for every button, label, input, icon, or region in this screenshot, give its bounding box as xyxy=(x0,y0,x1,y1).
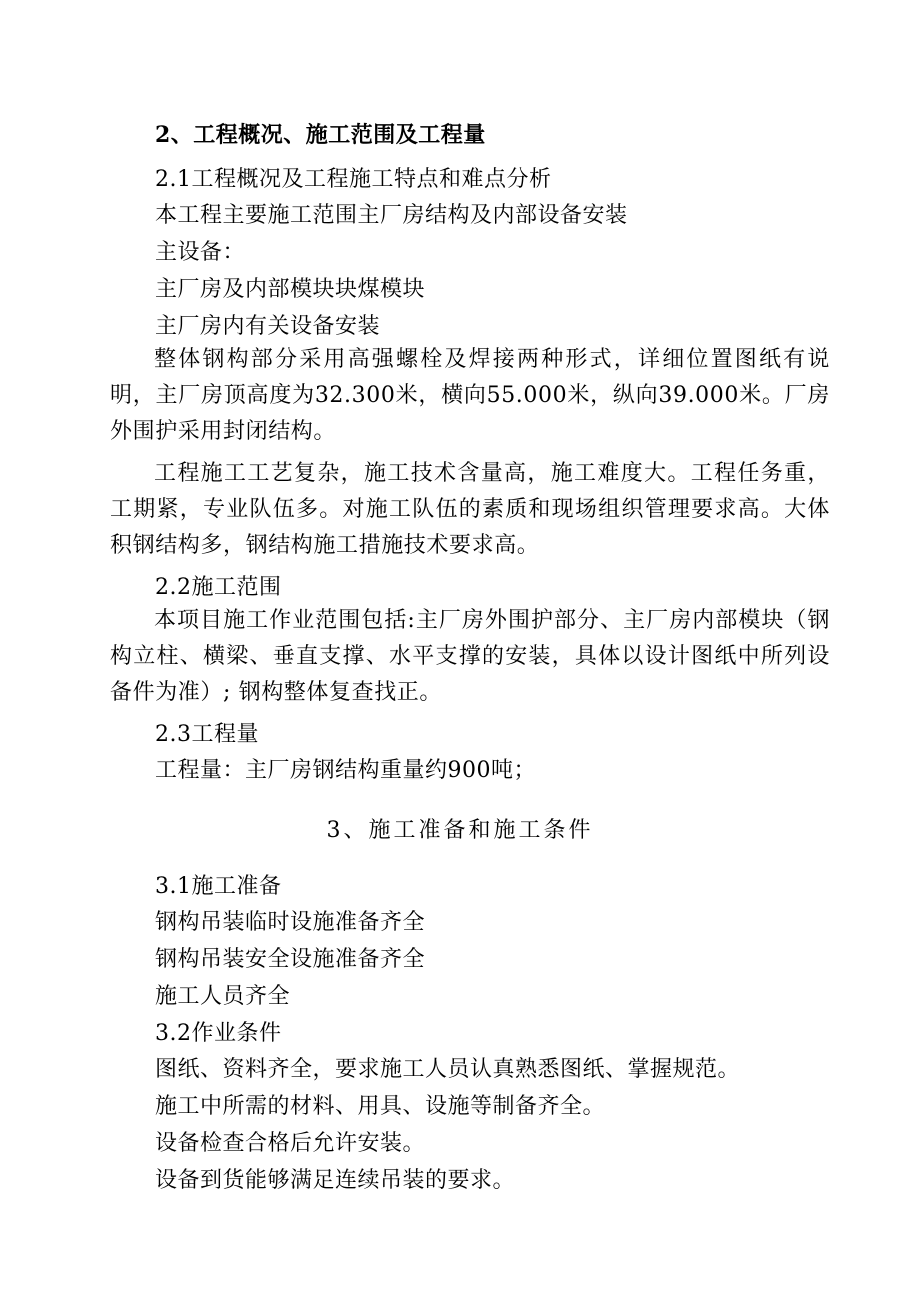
scope-line: 本工程主要施工范围主厂房结构及内部设备安装 xyxy=(155,203,628,228)
module-line: 主厂房及内部模块块煤模块 xyxy=(155,277,426,302)
subsection-3-1-heading: 3.1施工准备 xyxy=(155,874,282,899)
subsection-3-2-heading: 3.2作业条件 xyxy=(155,1021,282,1046)
prep-item: 钢构吊装临时设施准备齐全 xyxy=(155,910,426,935)
install-line: 主厂房内有关设备安装 xyxy=(155,314,381,339)
subsection-2-3-heading: 2.3工程量 xyxy=(155,722,259,747)
main-equipment-line: 主设备： xyxy=(155,240,246,265)
section-3-heading: 3、施工准备和施工条件 xyxy=(326,818,594,843)
range-paragraph: 本项目施工作业范围包括:主厂房外围护部分、主厂房内部模块（钢构立柱、横梁、垂直支撑、水平支撑的安装，具体以设计图纸中所列设备件为准）; 钢构整体复查找正。 xyxy=(110,608,830,705)
condition-item: 图纸、资料齐全，要求施工人员认真熟悉图纸、掌握规范。 xyxy=(155,1057,741,1082)
prep-item: 钢构吊装安全设施准备齐全 xyxy=(155,947,426,972)
steel-structure-paragraph: 整体钢构部分采用高强螺栓及焊接两种形式，详细位置图纸有说明，主厂房顶高度为32.300米，横向55.000米，纵向39.000米。厂房外围护采用封闭结构。 xyxy=(110,347,830,444)
section-2-heading: 2、工程概况、施工范围及工程量 xyxy=(155,122,486,148)
prep-item: 施工人员齐全 xyxy=(155,984,291,1009)
subsection-2-2-heading: 2.2施工范围 xyxy=(155,575,282,600)
condition-item: 施工中所需的材料、用具、设施等制备齐全。 xyxy=(155,1094,606,1119)
condition-item: 设备检查合格后允许安装。 xyxy=(155,1131,426,1156)
condition-item: 设备到货能够满足连续吊装的要求。 xyxy=(155,1168,516,1193)
difficulty-paragraph: 工程施工工艺复杂，施工技术含量高，施工难度大。工程任务重，工期紧，专业队伍多。对施工队伍的素质和现场组织管理要求高。大体积钢结构多，钢结构施工措施技术要求高。 xyxy=(110,461,830,558)
subsection-2-1-heading: 2.1工程概况及工程施工特点和难点分析 xyxy=(155,167,552,192)
quantity-line: 工程量：主厂房钢结构重量约900吨； xyxy=(155,758,536,783)
